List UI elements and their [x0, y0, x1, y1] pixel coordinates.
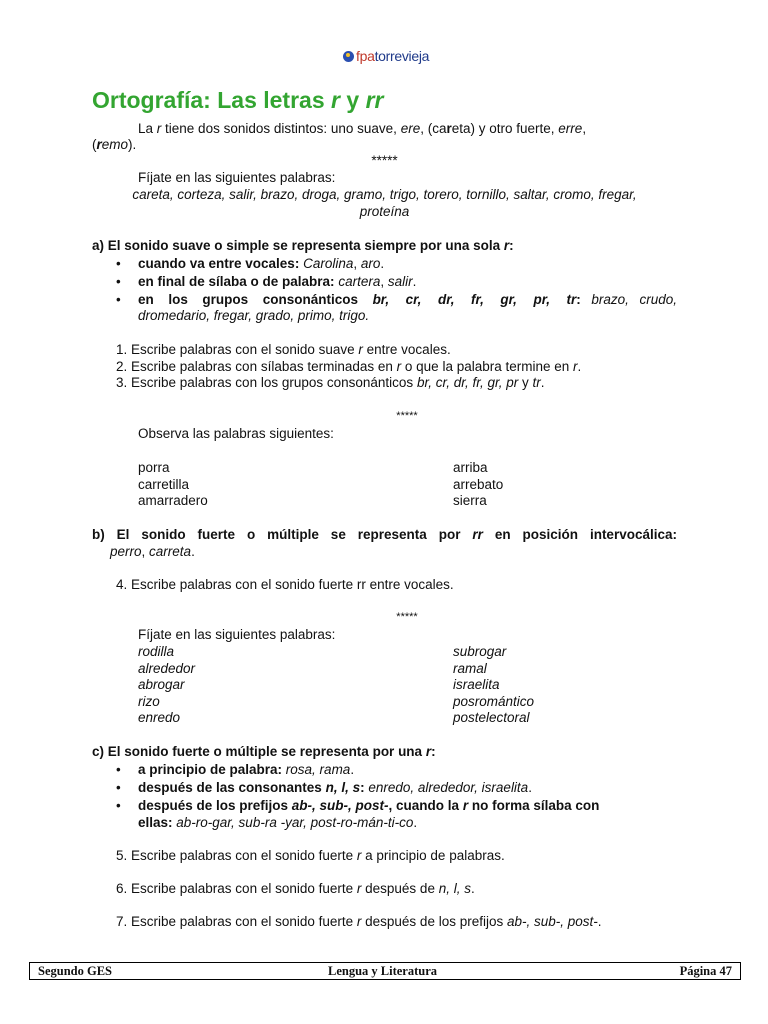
list-item: sierra [453, 493, 487, 508]
section-c-heading: c) El sonido fuerte o múltiple se representa por una r: [92, 744, 436, 759]
section-a-bullet-3-cont: dromedario, fregar, grado, primo, trigo. [138, 308, 370, 323]
section-c-bullet-3: • después de los prefijos ab-, sub-, post-, cuando la r no forma sílaba con [138, 798, 599, 815]
list-item: porra [138, 460, 170, 475]
globe-icon [343, 51, 354, 62]
section-c-bullet-2: • después de las consonantes n, l, s: enredo, alrededor, israelita. [138, 780, 532, 797]
section-c-bullet-1: • a principio de palabra: rosa, rama. [138, 762, 354, 779]
exercise-1: 1. Escribe palabras con el sonido suave r entre vocales. [116, 342, 451, 357]
exercise-4: 4. Escribe palabras con el sonido fuerte rr entre vocales. [116, 577, 454, 592]
intro-word-list: careta, corteza, salir, brazo, droga, gramo, trigo, torero, tornillo, saltar, cromo, fregar, proteína [132, 187, 637, 219]
list-item: arriba [453, 460, 488, 475]
page-footer [29, 962, 741, 980]
separator-stars: ***** [371, 153, 398, 168]
list-item: postelectoral [453, 710, 530, 725]
list-item: rizo [138, 693, 160, 709]
footer-course: Segundo GES [38, 964, 112, 978]
list-item: subrogar [453, 644, 507, 659]
exercise-2: 2. Escribe palabras con sílabas terminadas en r o que la palabra termine en r. [116, 359, 582, 374]
section-a-bullet-3: • en los grupos consonánticos br, cr, dr, fr, gr, pr, tr: brazo, crudo, [138, 292, 677, 309]
list-item: alrededor [138, 660, 196, 676]
header-logo [343, 48, 429, 65]
word-list-left [138, 644, 195, 727]
word-list-right [453, 460, 503, 510]
section-a-bullet-2: • en final de sílaba o de palabra: cartera, salir. [138, 274, 416, 291]
section-a-heading: a) El sonido suave o simple se representa siempre por una sola r: [92, 238, 514, 253]
separator-stars: ***** [396, 611, 418, 623]
separator-stars: ***** [396, 410, 418, 422]
exercise-6: 6. Escribe palabras con el sonido fuerte r después de n, l, s. [116, 881, 475, 896]
section-b-heading: b) El sonido fuerte o múltiple se representa por rr en posición intervocálica: [92, 527, 677, 542]
observa-label: Observa las palabras siguientes: [138, 426, 334, 441]
footer-page-number: Página 47 [679, 964, 732, 978]
list-item: carretilla [138, 476, 190, 492]
intro-line2: (remo). [92, 137, 137, 152]
list-item: abrogar [138, 677, 185, 692]
list-item: arrebato [453, 476, 504, 492]
list-item: enredo [138, 710, 181, 725]
logo-fpa: fpa [356, 48, 375, 64]
section-b-examples: perro, carreta. [110, 544, 195, 559]
word-list-left [138, 460, 208, 510]
word-list-right [453, 644, 534, 727]
page-title: Ortografía: Las letras r y rr [92, 87, 384, 113]
logo-torrevieja: torrevieja [374, 48, 430, 64]
exercise-3: 3. Escribe palabras con los grupos consonánticos br, cr, dr, fr, gr, pr y tr. [116, 375, 545, 390]
exercise-7: 7. Escribe palabras con el sonido fuerte r después de los prefijos ab-, sub-, post-. [116, 914, 602, 929]
list-item: rodilla [138, 644, 175, 659]
fijate-label: Fíjate en las siguientes palabras: [138, 627, 336, 642]
list-item: posromántico [453, 693, 535, 709]
intro-fijate: Fíjate en las siguientes palabras: [138, 170, 336, 185]
intro-paragraph: La r tiene dos sonidos distintos: uno suave, ere, (careta) y otro fuerte, erre, [138, 121, 587, 136]
list-item: amarradero [138, 493, 208, 508]
list-item: ramal [453, 660, 487, 676]
section-a-bullet-1: • cuando va entre vocales: Carolina, aro. [138, 256, 384, 273]
exercise-5: 5. Escribe palabras con el sonido fuerte r a principio de palabras. [116, 848, 505, 863]
footer-subject: Lengua y Literatura [328, 964, 438, 978]
list-item: israelita [453, 677, 500, 692]
section-c-bullet-3-cont: ellas: ab-ro-gar, sub-ra -yar, post-ro-mán-ti-co. [138, 815, 418, 830]
